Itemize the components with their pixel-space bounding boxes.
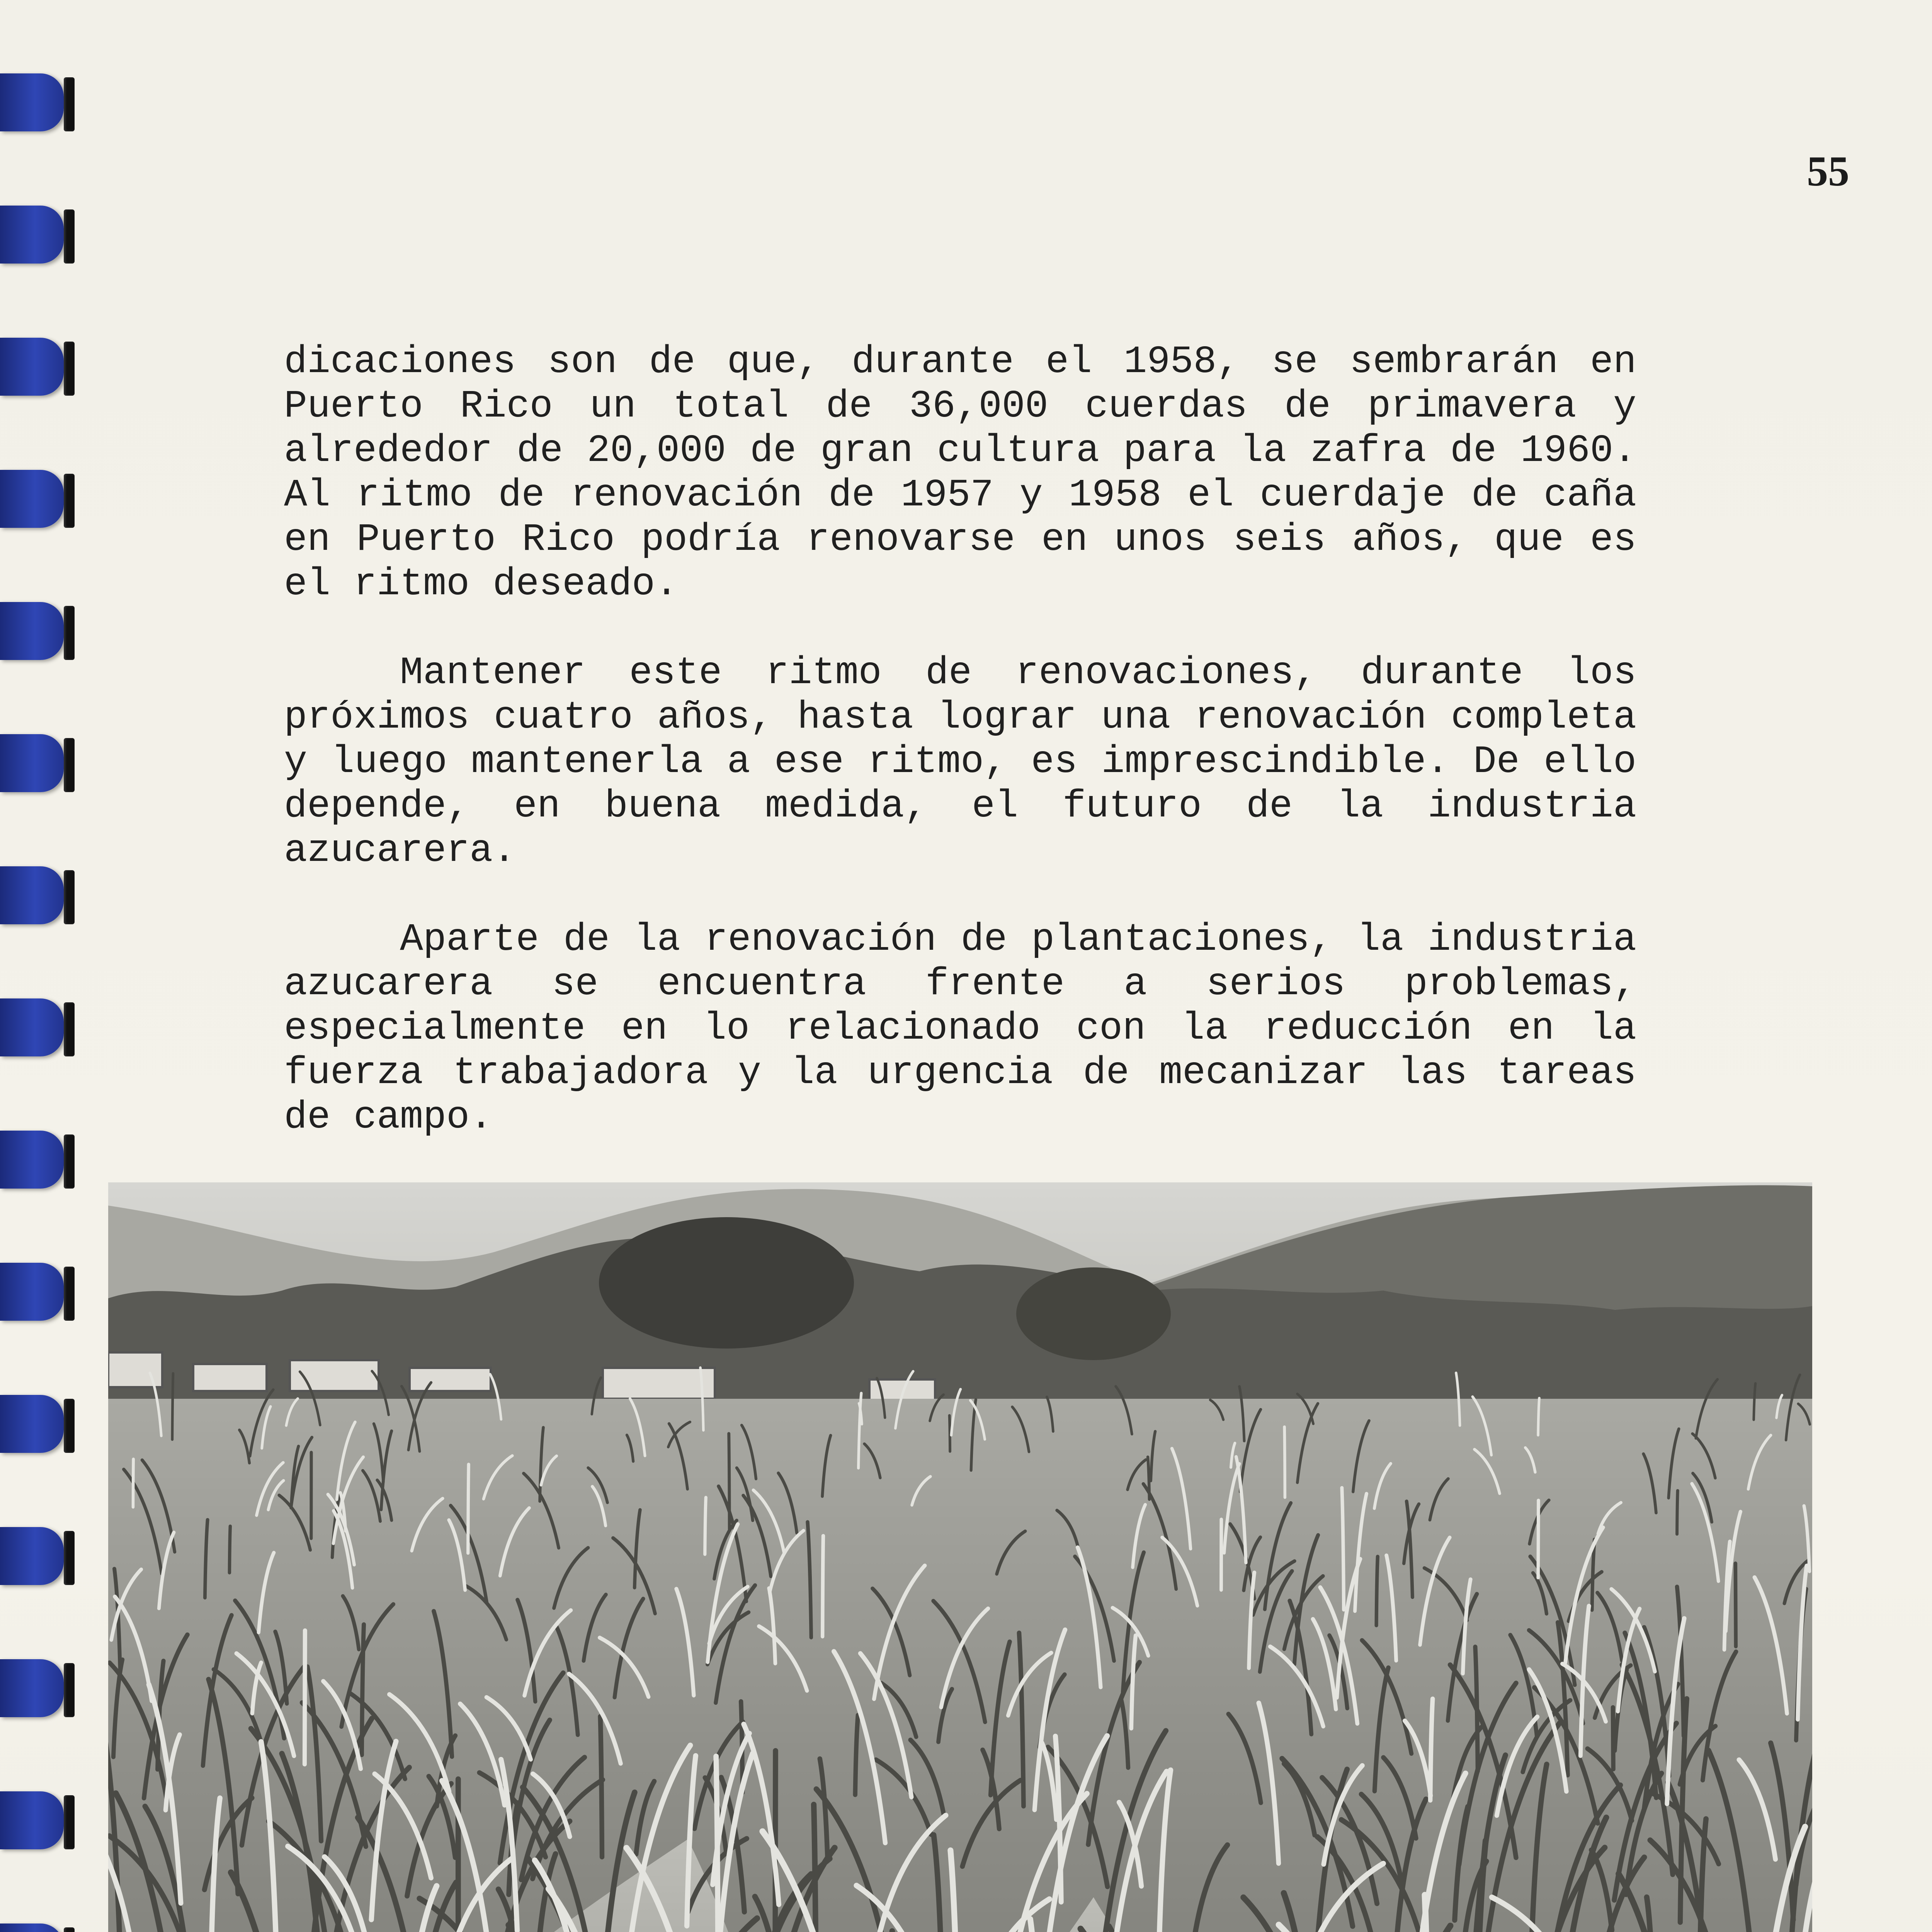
cane-leaf xyxy=(1475,1647,1478,1771)
binding-ring xyxy=(0,198,77,271)
binding-ring xyxy=(0,1784,77,1857)
cane-leaf xyxy=(1538,1398,1539,1435)
binding-ring xyxy=(0,1255,77,1328)
binding-ring xyxy=(0,1387,77,1461)
sugarcane-field-photo xyxy=(108,1182,1812,1932)
binding-ring xyxy=(0,594,77,668)
tree xyxy=(1016,1267,1171,1360)
cane-leaf xyxy=(814,1804,816,1932)
cane-leaf xyxy=(172,1373,173,1439)
paragraph-3: Aparte de la renovación de plantaciones, la industria azucarera se encuentra frente a serios problemas, especialmente en lo relacionado con la reducción en la fuerza trabajadora y la urgencia de mecanizar las tareas de campo. xyxy=(284,918,1636,1139)
binding-ring xyxy=(0,991,77,1064)
cane-leaf xyxy=(775,1751,776,1932)
cane-leaf xyxy=(600,1716,602,1857)
cane-leaf xyxy=(1430,1699,1433,1800)
binding-ring xyxy=(0,330,77,403)
body-text xyxy=(284,340,1636,1184)
binding-ring xyxy=(0,1916,77,1932)
cane-leaf xyxy=(1376,1556,1378,1626)
cane-leaf xyxy=(1735,1563,1736,1646)
paragraph-1: dicaciones son de que, durante el 1958, se sembrarán en Puerto Rico un total de 36,000 cuerdas de primavera y alrededor de 20,000 de gran cultura para la zafra de 1960. Al ritmo de renovación de 1957 y 1958 el cuerdaje de caña en Puerto Rico podría renovarse en unos seis años, que es el ritmo deseado. xyxy=(284,340,1636,606)
cane-leaf xyxy=(1677,1491,1678,1534)
paragraph-2: Mantener este ritmo de renovaciones, durante los próximos cuatro años, hasta lograr una renovación completa y luego mantenerla a ese ritmo, es imprescindible. De ello depende, en buena medida, el futuro de la industria azucarera. xyxy=(284,651,1636,873)
cane-leaf xyxy=(1538,1500,1539,1578)
spiral-binding xyxy=(0,0,89,1932)
photo-illustration xyxy=(108,1182,1812,1932)
cane-leaf xyxy=(949,1415,950,1451)
cane-leaf xyxy=(468,1464,469,1553)
binding-ring xyxy=(0,726,77,800)
cane-leaf xyxy=(1284,1427,1285,1498)
cane-leaf xyxy=(855,1715,858,1795)
binding-ring xyxy=(0,1651,77,1725)
page-number: 55 xyxy=(1807,148,1849,195)
cane-leaf xyxy=(304,1631,305,1764)
binding-ring xyxy=(0,462,77,536)
cane-leaf xyxy=(705,1497,706,1554)
large-tree xyxy=(599,1217,854,1349)
cane-leaf xyxy=(716,1756,718,1932)
binding-ring xyxy=(0,1123,77,1196)
binding-ring xyxy=(0,859,77,932)
cane-leaf xyxy=(1342,1488,1344,1610)
binding-ring xyxy=(0,1519,77,1593)
binding-ring xyxy=(0,66,77,139)
